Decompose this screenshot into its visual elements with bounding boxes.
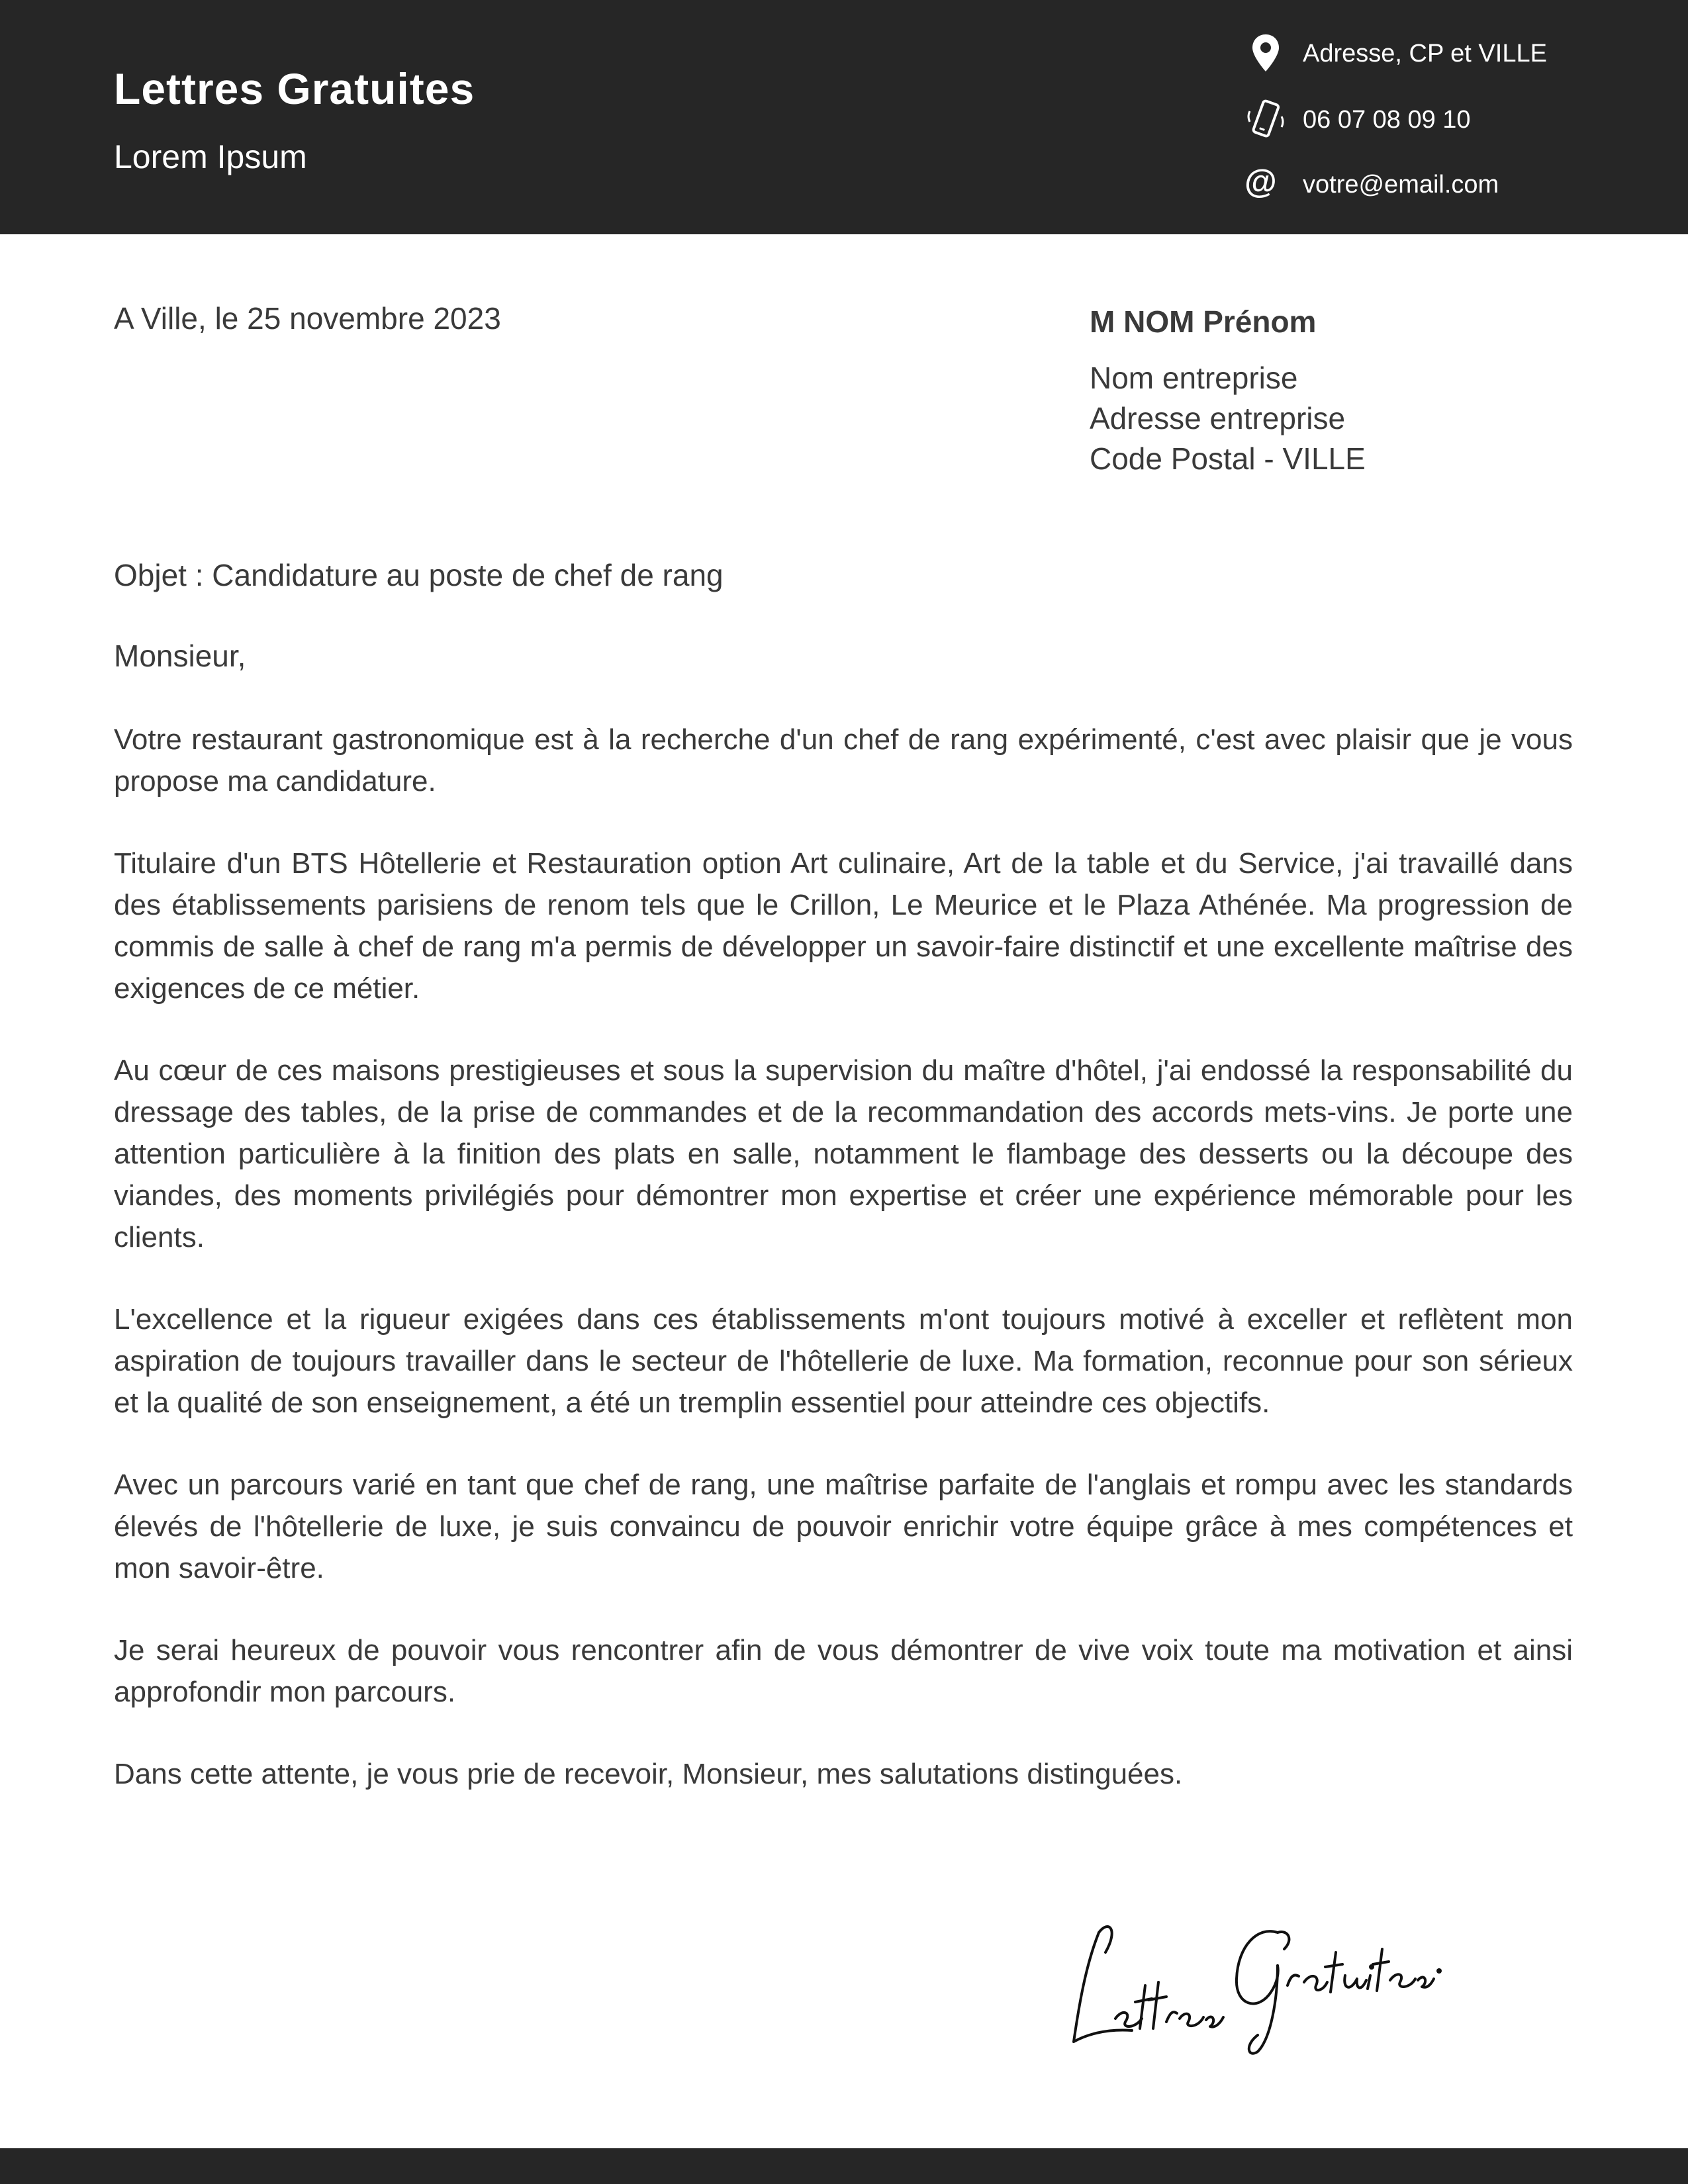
- location-pin-icon: [1244, 32, 1287, 74]
- phone-text: 06 07 08 09 10: [1303, 106, 1471, 134]
- recipient-address: Adresse entreprise: [1090, 401, 1346, 435]
- email-text: votre@email.com: [1303, 171, 1499, 199]
- recipient-name: M NOM Prénom: [1090, 304, 1317, 339]
- sender-subtitle: Lorem Ipsum: [114, 138, 307, 175]
- header-banner: [0, 0, 1688, 234]
- contact-phone: [1244, 98, 1668, 140]
- recipient-company: Nom entreprise: [1090, 361, 1298, 395]
- recipient-city: Code Postal - VILLE: [1090, 441, 1366, 476]
- body-paragraph: Titulaire d'un BTS Hôtellerie et Restauration option Art culinaire, Art de la table et du Service, j'ai travaillé dans des établissements parisiens de renom tels que le Crillon, Le Meurice et le Plaza Athénée. Ma progression de commis de salle à chef de rang m'a permis de développer un savoir-faire distinctif et une excellente maîtrise des exigences de ce métier.: [114, 847, 1573, 1005]
- letter-date: A Ville, le 25 novembre 2023: [114, 301, 501, 336]
- body-paragraph: Dans cette attente, je vous prie de recevoir, Monsieur, mes salutations distinguées.: [114, 1758, 1183, 1790]
- handwritten-signature: [1059, 1893, 1443, 2065]
- contact-address: [1244, 32, 1668, 74]
- body-paragraph: Au cœur de ces maisons prestigieuses et sous la supervision du maître d'hôtel, j'ai endossé la responsabilité du dressage des tables, de la prise de commandes et de la recommandation des accords mets-vins. Je porte une attention particulière à la finition des plats en salle, notamment le flambage des desserts ou la découpe des viandes, des moments privilégiés pour démontrer mon expertise et créer une expérience mémorable pour les clients.: [114, 1054, 1573, 1253]
- letter-salutation: Monsieur,: [114, 639, 246, 673]
- sender-name: Lettres Gratuites: [114, 64, 475, 113]
- footer-bar: [0, 2148, 1688, 2184]
- body-paragraph: L'excellence et la rigueur exigées dans ces établissements m'ont toujours motivé à exceller et reflètent mon aspiration de toujours travailler dans le secteur de l'hôtellerie de luxe. Ma formation, reconnue pour son sérieux et la qualité de son enseignement, a été un tremplin essentiel pour atteindre ces objectifs.: [114, 1303, 1573, 1419]
- letter-body: [114, 719, 1573, 1835]
- body-paragraph: Je serai heureux de pouvoir vous rencontrer afin de vous démontrer de vive voix toute ma motivation et ainsi approfondir mon parcours.: [114, 1634, 1573, 1708]
- recipient-block: [1090, 302, 1366, 479]
- body-paragraph: Votre restaurant gastronomique est à la recherche d'un chef de rang expérimenté, c'est avec plaisir que je vous propose ma candidature.: [114, 723, 1573, 797]
- body-paragraph: Avec un parcours varié en tant que chef de rang, une maîtrise parfaite de l'anglais et rompu avec les standards élevés de l'hôtellerie de luxe, je suis convaincu de pouvoir enrichir votre équipe grâce à mes compétences et mon savoir-être.: [114, 1469, 1573, 1584]
- contact-email: [1244, 163, 1668, 205]
- at-sign-icon: @: [1244, 163, 1277, 200]
- address-text: Adresse, CP et VILLE: [1303, 40, 1547, 68]
- mobile-phone-icon: [1244, 98, 1287, 140]
- letter-object: Objet : Candidature au poste de chef de rang: [114, 558, 724, 592]
